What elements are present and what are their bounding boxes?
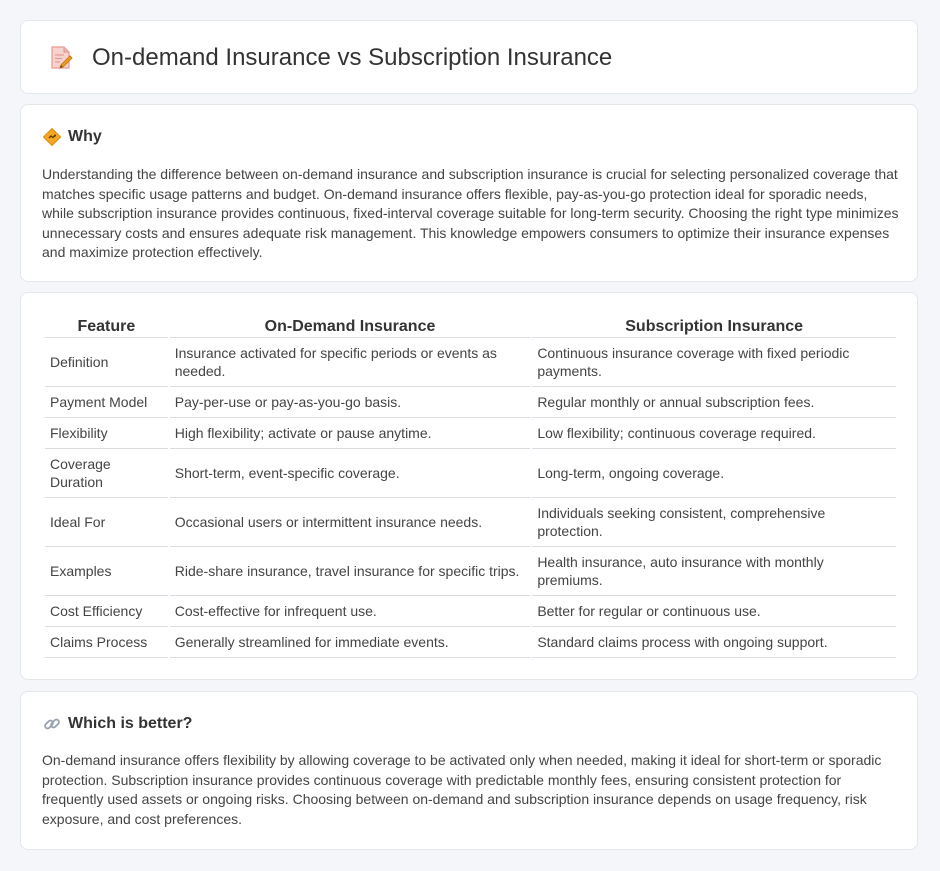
link-icon	[43, 715, 61, 733]
page-title: On-demand Insurance vs Subscription Insurance	[92, 44, 613, 71]
feature-cell: Examples	[45, 547, 168, 596]
table-row	[45, 418, 896, 449]
which-is-better-section	[20, 691, 918, 850]
table-row	[45, 627, 896, 658]
column-header-feature: Feature	[45, 315, 168, 338]
table-row	[45, 547, 896, 596]
subscription-cell: Health insurance, auto insurance with monthly premiums.	[532, 547, 896, 596]
on-demand-cell: High flexibility; activate or pause anytime.	[170, 418, 531, 449]
table-row	[45, 498, 896, 547]
why-heading	[43, 127, 102, 147]
feature-cell: Ideal For	[45, 498, 168, 547]
on-demand-cell: Pay-per-use or pay-as-you-go basis.	[170, 387, 531, 418]
column-header-on-demand: On-Demand Insurance	[170, 315, 531, 338]
subscription-cell: Regular monthly or annual subscription fees.	[532, 387, 896, 418]
table-row	[45, 596, 896, 627]
column-header-subscription: Subscription Insurance	[532, 315, 896, 338]
table-row	[45, 449, 896, 498]
feature-cell: Definition	[45, 338, 168, 387]
comparison-table	[43, 315, 898, 658]
table-row	[45, 387, 896, 418]
table-header-row	[45, 315, 896, 338]
on-demand-cell: Insurance activated for specific periods or events as needed.	[170, 338, 531, 387]
subscription-cell: Standard claims process with ongoing support.	[532, 627, 896, 658]
document-pencil-icon	[49, 45, 73, 71]
on-demand-cell: Cost-effective for infrequent use.	[170, 596, 531, 627]
on-demand-cell: Generally streamlined for immediate events.	[170, 627, 531, 658]
subscription-cell: Continuous insurance coverage with fixed periodic payments.	[532, 338, 896, 387]
better-heading-label: Which is better?	[68, 715, 193, 732]
feature-cell: Claims Process	[45, 627, 168, 658]
on-demand-cell: Ride-share insurance, travel insurance for specific trips.	[170, 547, 531, 596]
comparison-section	[20, 292, 918, 680]
feature-cell: Cost Efficiency	[45, 596, 168, 627]
why-heading-label: Why	[68, 128, 102, 145]
feature-cell: Coverage Duration	[45, 449, 168, 498]
subscription-cell: Better for regular or continuous use.	[532, 596, 896, 627]
header-card	[20, 20, 918, 94]
table-row	[45, 338, 896, 387]
diamond-sign-icon	[43, 128, 61, 146]
why-paragraph: Understanding the difference between on-demand insurance and subscription insurance is crucial for selecting personalized coverage that matches specific usage patterns and budget. On-demand insurance offers flexible, pay-as-you-go protection ideal for sporadic needs, while subscription insurance provides continuous, fixed-interval coverage suitable for long-term security. Choosing the right type minimizes unnecessary costs and ensures adequate risk management. This knowledge empowers consumers to optimize their insurance expenses and maximize protection effectively.	[42, 166, 899, 261]
better-paragraph: On-demand insurance offers flexibility by allowing coverage to be activated only when needed, making it ideal for short-term or sporadic protection. Subscription insurance provides continuous coverage with predictable monthly fees, ensuring consistent protection for frequently used assets or ongoing risks. Choosing between on-demand and subscription insurance depends on usage frequency, risk exposure, and cost preferences.	[42, 752, 882, 827]
on-demand-cell: Occasional users or intermittent insurance needs.	[170, 498, 531, 547]
subscription-cell: Long-term, ongoing coverage.	[532, 449, 896, 498]
feature-cell: Payment Model	[45, 387, 168, 418]
subscription-cell: Individuals seeking consistent, comprehensive protection.	[532, 498, 896, 547]
subscription-cell: Low flexibility; continuous coverage required.	[532, 418, 896, 449]
feature-cell: Flexibility	[45, 418, 168, 449]
on-demand-cell: Short-term, event-specific coverage.	[170, 449, 531, 498]
better-heading	[43, 714, 192, 734]
why-section	[20, 104, 918, 282]
